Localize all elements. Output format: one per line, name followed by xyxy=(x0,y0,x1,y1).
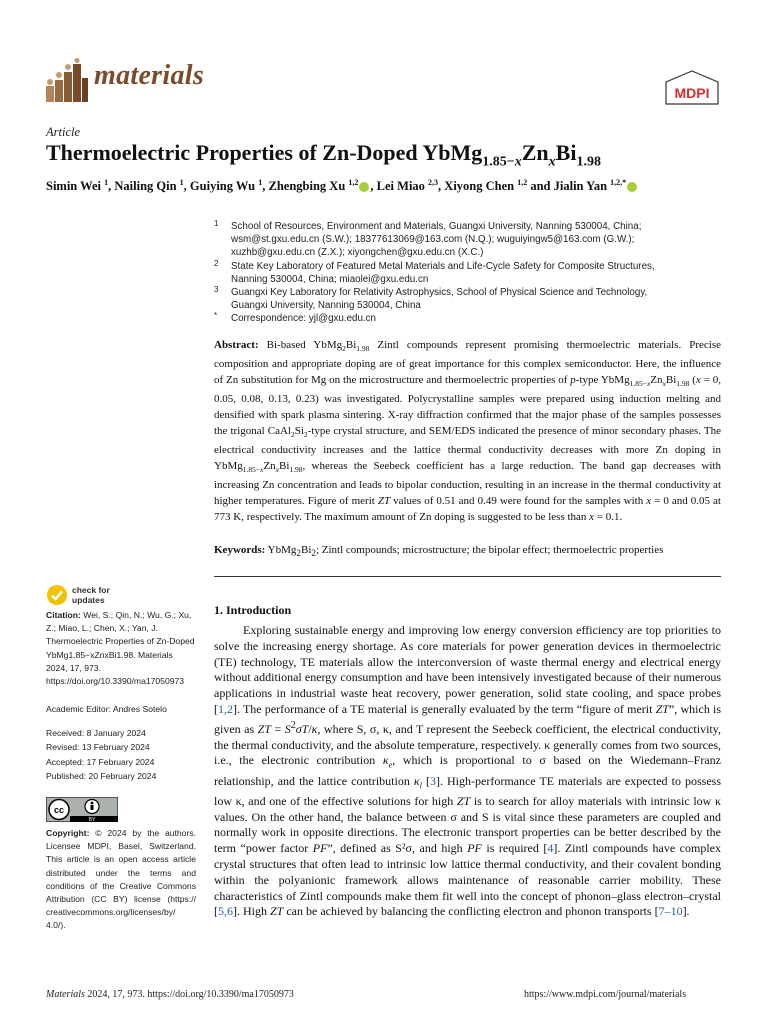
author-name[interactable]: Lei Miao $^{2,3}$ xyxy=(376,178,439,194)
abstract-label: Abstract: xyxy=(214,339,259,351)
affiliation-text xyxy=(231,286,701,312)
section-heading: 1. Introduction xyxy=(214,603,292,617)
affiliation-line: wsm@st.gxu.edu.cn (S.W.); 18377613069@163.com (N.Q.); wuguiyingw5@163.com (G.W.); xyxy=(231,234,635,246)
author-name[interactable]: Nailing Qin $^1$ xyxy=(114,178,184,194)
author-affiliation-sup: 1 xyxy=(179,178,184,187)
affiliation-line: xuzhb@gxu.edu.cn (Z.X.); xiyongchen@gxu.edu.cn (X.C.) xyxy=(231,247,484,259)
title-sub1-var: x xyxy=(514,154,522,170)
abstract-text: Bi-based $YbMg_2Bi_{1.98}$ Zintl compounds represent promising thermoelectric materials. Precise composition and appropriate doping are of great importance for this complex semiconductor. Here, the influence of Zn substitution for Mg on the microstructure and thermoelectric properties of p-type $YbMg_{1.85-x}Zn_xBi_{1.98}$ (x = 0, 0.05, 0.08, 0.13, 0.23) was investigated. Polycrystalline samples were prepared using induction melting and densified with spark plasma sintering. X-ray diffraction confirmed that the major phase of the samples possesses the trigonal $CaAl_2Si_2$-type crystal structure, and SEM/EDS indicated the presence of minor secondary phases. The electrical conductivity increases and the lattice thermal conductivity decreases with more Zn doping in $YbMg_{1.85-x}Zn_xBi_{1.98}$, whereas the Seebeck coefficient has a large reduction. The band gap decreases with increasing Zn concentration and leads to bipolar conduction, resulting in an increase in the thermal conductivity at higher temperatures. Figure of merit ZT values of 0.51 and 0.49 were found for the samples with x = 0 and 0.05 at 773 K, respectively. The maximum amount of Zn doping is suggested to be less than x = 0.1. xyxy=(214,339,722,523)
cc-label: BY xyxy=(88,817,96,822)
affiliation-line: Guangxi Key Laboratory for Relativity Astrophysics, School of Physical Science and Technology, xyxy=(231,287,648,298)
journal-name: materials xyxy=(94,60,205,91)
introduction-text: Exploring sustainable energy and improving low energy conversion efficiency are top priorities to solve the increasing energy shortage. As core materials for power generation devices in thermoelectric (TE) technology, TE materials allow the interconversion of waste thermal energy and electrical energy without additional energy consumption and have been intensively investigated because of their numerous applications in industrial waste heat recovery, power generation, solid state cooling, and space probes [1,2]. The performance of a TE material is generally evaluated by the term “figure of merit ZT”, which is given as ZT = $S^2\sigma T/\kappa$, where S, σ, κ, and T represent the Seebeck coefficient, the electrical conductivity, the thermal conductivity, and the absolute temperature, respectively. κ generally comes from two sources, i.e., the electronic contribution $\kappa_e$, which is proportional to σ based on the Wiedemann–Franz relationship, and the lattice contribution $\kappa_l$ [3]. High-performance TE materials are expected to possess low κ, and one of the effective solutions for high ZT is to search for alloy materials with intrinsic low κ values. On the other hand, the balance between σ and S is vital since these parameters are coupled and normally work in opposite directions. The electronic transport properties can be better described by the term “power factor PF”, defined as S²σ, and high PF is required [4]. Zintl compounds have complex crystal structures that often lead to intrinsic low lattice thermal conductivity, and their covalent bonding within the polyanionic framework allows maintenance of reasonable carrier mobility. These characteristics of Zintl compounds make them fit well into the concept of phonon–glass electron–crystal [5,6]. High ZT can be achieved by balancing the conflicting electron and phonon transports [7–10]. xyxy=(214,623,722,919)
mdpi-logo-icon[interactable] xyxy=(664,70,720,106)
affiliation-number: * xyxy=(214,311,218,320)
affiliation-line: State Key Laboratory of Featured Metal Materials and Life-Cycle Safety for Composite Structures, xyxy=(231,261,655,272)
title-sub2: x xyxy=(548,154,556,170)
check-updates-line2: updates xyxy=(72,595,105,605)
footer-citation-rest: 2024, 17, 973. https://doi.org/10.3390/ma17050973 xyxy=(84,989,294,1000)
affiliation-line: Nanning 530004, China; miaolei@gxu.edu.cn xyxy=(231,274,429,286)
check-for-updates-button[interactable] xyxy=(72,585,110,605)
footer-journal: Materials xyxy=(46,989,85,1000)
svg-text:cc: cc xyxy=(53,805,65,815)
journal-logo-icon xyxy=(46,58,88,102)
author-name[interactable]: Guiying Wu $^1$ xyxy=(189,178,263,194)
accepted-date: Accepted: 17 February 2024 xyxy=(46,757,155,767)
author-affiliation-sup: 1,2 xyxy=(348,178,359,187)
affiliation-text xyxy=(231,312,701,325)
divider xyxy=(214,576,721,577)
footer-citation xyxy=(46,989,294,1000)
author-affiliation-sup: 1,2,* xyxy=(610,178,627,187)
page-title xyxy=(46,140,601,170)
affiliation-line: School of Resources, Environment and Materials, Guangxi University, Nanning 530004, China; xyxy=(231,221,642,232)
affiliation-number: 1 xyxy=(214,219,219,228)
affiliation-text xyxy=(231,220,701,260)
title-prefix: Thermoelectric Properties of Zn-Doped YbMg xyxy=(46,140,483,165)
check-for-updates-icon[interactable] xyxy=(46,584,68,606)
received-date: Received: 8 January 2024 xyxy=(46,728,146,738)
article-type: Article xyxy=(46,125,81,139)
check-updates-line1: check for xyxy=(72,585,110,595)
author-affiliation-sup: 2,3 xyxy=(428,178,439,187)
author-affiliation-sup: 1 xyxy=(258,178,263,187)
citation-label: Citation: xyxy=(46,610,81,620)
affiliation-line: Guangxi University, Nanning 530004, China xyxy=(231,300,421,312)
author-affiliation-sup: 1 xyxy=(104,178,109,187)
copyright-text: © 2024 by the authors. Licensee MDPI, Basel, Switzerland. This article is an open access article distributed under the terms and conditions of the Creative Commons Attribution (CC BY) license (https:// creativecommons.org/licenses/by/ 4.0/). xyxy=(46,828,197,931)
copyright-label: Copyright: xyxy=(46,828,90,838)
title-sub3: 1.98 xyxy=(576,154,601,170)
orcid-icon[interactable] xyxy=(627,182,637,192)
published-date: Published: 20 February 2024 xyxy=(46,771,157,781)
title-mid: Zn xyxy=(521,140,549,165)
academic-editor: Academic Editor: Andres Sotelo xyxy=(46,704,167,714)
keywords-text: $YbMg_2Bi_2$; Zintl compounds; microstructure; the bipolar effect; thermoelectric properties xyxy=(267,544,664,559)
affiliation-line: Correspondence: yjl@gxu.edu.cn xyxy=(231,313,377,324)
title-sub1: 1.85− xyxy=(482,154,515,170)
mdpi-logo-text: MDPI xyxy=(674,85,710,101)
author-affiliation-sup: 1,2 xyxy=(517,178,528,187)
author-name[interactable]: Xiyong Chen $^{1,2}$ xyxy=(444,178,528,194)
affiliation-number: 3 xyxy=(214,285,219,294)
citation xyxy=(46,609,196,688)
affiliation-text xyxy=(231,260,701,286)
keywords xyxy=(214,543,721,561)
citation-text: Wei, S.; Qin, N.; Wu, G.; Xu, Z.; Miao, L.; Chen, X.; Yan, J. Thermoelectric Properties of Zn-Doped YbMg1.85−xZnxBi1.98. Materials 2024, 17, 973. https://doi.org/10.3390/ma17050973 xyxy=(46,610,195,687)
author-name[interactable]: Jialin Yan $^{1,2,*}$ xyxy=(554,179,639,193)
author-list: Simin Wei $^1$, Nailing Qin $^1$, Guiying Wu $^1$, Zhengbing Xu $^{1,2}$ , Lei Miao $^{2,3}$, Xiyong Chen $^{1,2}$ and Jialin Yan $^{1,2,*}$ xyxy=(46,178,638,194)
copyright xyxy=(46,827,196,933)
footer-journal-link[interactable]: https://www.mdpi.com/journal/materials xyxy=(524,989,687,1000)
abstract xyxy=(214,338,721,526)
author-name[interactable]: Simin Wei $^1$ xyxy=(46,178,109,194)
orcid-icon[interactable] xyxy=(359,182,369,192)
cc-by-license-icon[interactable] xyxy=(46,797,118,822)
affiliation-number: 2 xyxy=(214,259,219,268)
title-mid2: Bi xyxy=(555,140,577,165)
revised-date: Revised: 13 February 2024 xyxy=(46,742,150,752)
keywords-label: Keywords: xyxy=(214,544,266,556)
author-name[interactable]: Zhengbing Xu $^{1,2}$ xyxy=(269,179,371,193)
